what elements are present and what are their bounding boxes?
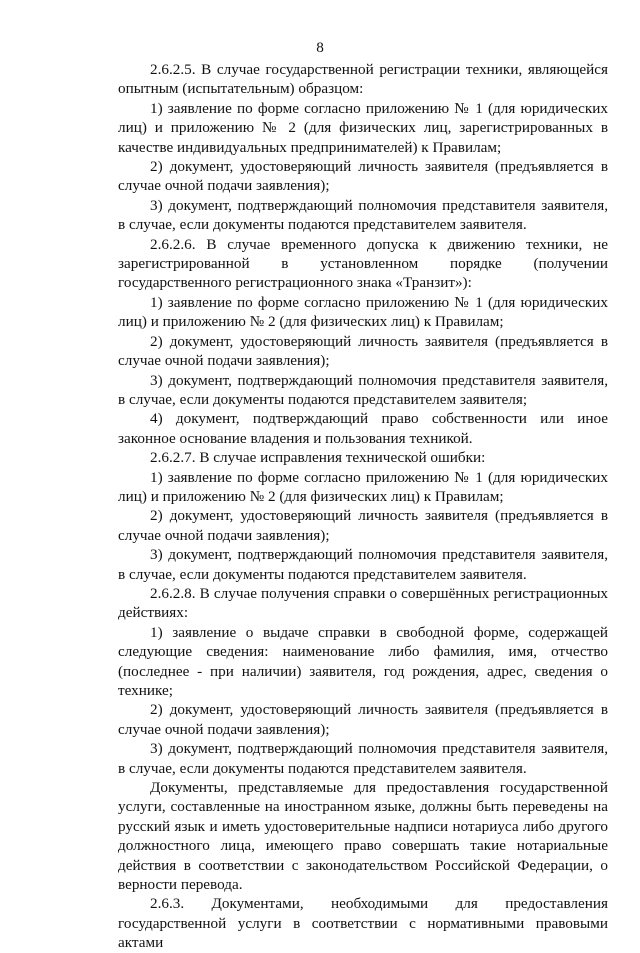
list-item: 1) заявление по форме согласно приложению № 1 (для юридических лиц) и приложению № 2 (для физических лиц) к Правилам; <box>118 293 608 331</box>
list-item: 3) документ, подтверждающий полномочия представителя заявителя, в случае, если документы подаются представителем заявителя; <box>118 371 608 408</box>
list-item: 2) документ, удостоверяющий личность заявителя (предъявляется в случае очной подачи заявления); <box>118 507 608 544</box>
page-number: 8 <box>316 39 324 56</box>
list-item: 1) заявление по форме согласно приложению № 1 (для юридических лиц) и приложению № 2 (для физических лиц, зарегистрированных в качестве индивидуальных предпринимателей) к Правилам; <box>118 99 608 156</box>
paragraph-2-6-3: 2.6.3. Документами, необходимыми для предоставления государственной услуги в соответствии с нормативными правовыми актами <box>118 895 608 952</box>
list-item: 3) документ, подтверждающий полномочия представителя заявителя, в случае, если документы подаются представителем заявителя. <box>118 196 608 234</box>
list-item: 1) заявление о выдаче справки в свободной форме, содержащей следующие сведения: наименование либо фамилия, имя, отчество (последнее - при наличии) заявителя, год рождения, адрес, сведения о технике; <box>118 623 608 699</box>
paragraph-2-6-2-8: 2.6.2.8. В случае получения справки о совершённых регистрационных действиях: <box>118 584 608 622</box>
list-item: 3) документ, подтверждающий полномочия представителя заявителя, в случае, если документы подаются представителем заявителя. <box>118 740 608 777</box>
paragraph-2-6-2-5: 2.6.2.5. В случае государственной регистрации техники, являющейся опытным (испытательным) образцом: <box>118 61 608 98</box>
list-item: 4) документ, подтверждающий право собственности или иное законное основание владения и пользования техникой. <box>118 410 608 447</box>
list-item: 3) документ, подтверждающий полномочия представителя заявителя, в случае, если документы подаются представителем заявителя. <box>118 546 608 583</box>
paragraph-2-6-2-7: 2.6.2.7. В случае исправления технической ошибки: <box>150 449 486 467</box>
list-item: 1) заявление по форме согласно приложению № 1 (для юридических лиц) и приложению № 2 (для физических лиц) к Правилам; <box>118 468 608 505</box>
list-item: 2) документ, удостоверяющий личность заявителя (предъявляется в случае очной подачи заявления); <box>118 332 608 370</box>
paragraph-2-6-2-6: 2.6.2.6. В случае временного допуска к движению техники, не зарегистрированной в установленном порядке (получении государственного регистрационного знака «Транзит»): <box>118 235 608 292</box>
list-item: 2) документ, удостоверяющий личность заявителя (предъявляется в случае очной подачи заявления); <box>118 701 608 738</box>
paragraph-foreign-documents: Документы, представляемые для предоставления государственной услуги, составленные на иностранном языке, должны быть переведены на русский язык и иметь удостоверительные надписи нотариуса либо другого должностного лица, имеющего право совершать такие нотариальные действия в соответствии с законодательством Российской Федерации, о верности перевода. <box>118 779 608 894</box>
list-item: 2) документ, удостоверяющий личность заявителя (предъявляется в случае очной подачи заявления); <box>118 158 608 195</box>
document-body <box>118 60 608 953</box>
